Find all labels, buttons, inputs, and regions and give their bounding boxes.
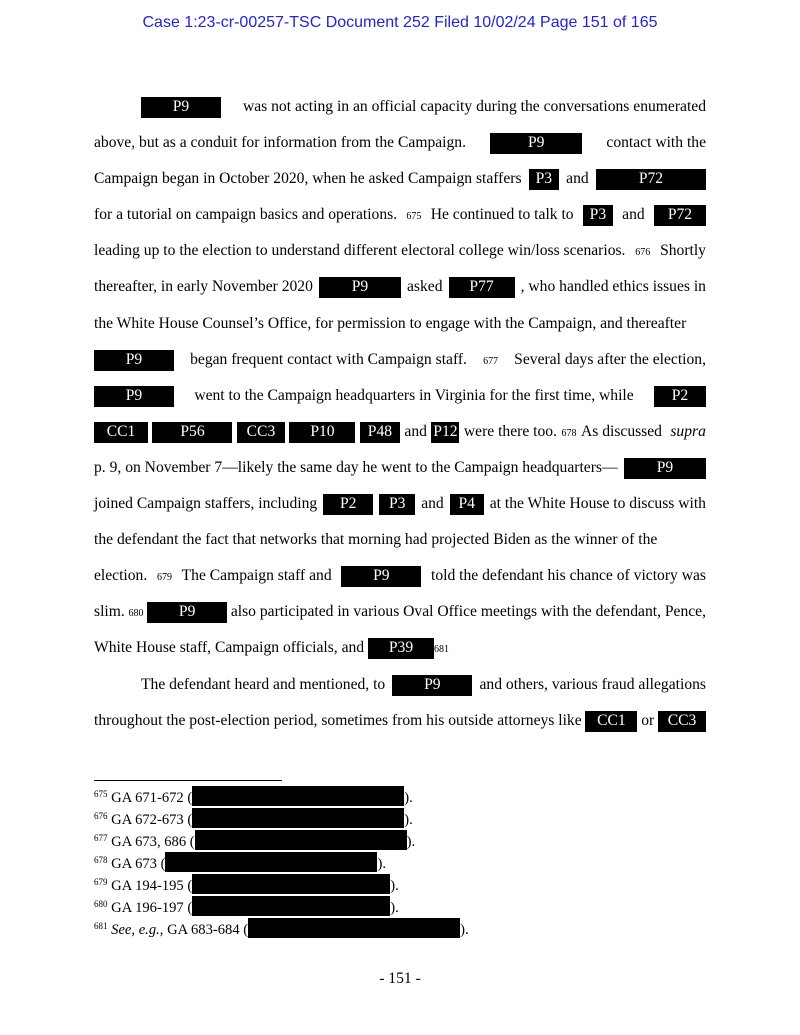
redaction-label: P10 xyxy=(289,422,355,443)
text-segment: told the defendant his chance of victory was xyxy=(431,567,706,585)
redaction-label: P3 xyxy=(379,494,415,515)
redaction-label: P9 xyxy=(490,133,582,154)
case-header: Case 1:23-cr-00257-TSC Document 252 Filed 10/02/24 Page 151 of 165 xyxy=(142,14,658,31)
text-segment: The defendant heard and mentioned, to xyxy=(141,675,386,693)
redaction-label: P9 xyxy=(341,566,421,587)
redaction-label: P3 xyxy=(583,205,613,226)
footnote-number: 679 xyxy=(94,877,108,887)
body-text xyxy=(94,89,706,739)
redaction-label: P72 xyxy=(654,205,706,226)
text-segment: and xyxy=(421,495,444,513)
text-line: CC1 P56 CC3 P10 P48 and P12 were there too. 678 As discussed supra xyxy=(94,414,706,450)
text-segment: Several days after the election, xyxy=(514,350,706,368)
redaction-block xyxy=(192,786,404,806)
footnote-close: ). xyxy=(390,900,399,916)
footnote-close: ). xyxy=(404,790,413,806)
text-segment: slim. xyxy=(94,603,125,621)
footnote-close: ). xyxy=(406,834,416,850)
redaction-label: P9 xyxy=(94,350,174,371)
footnote-citation: GA 196-197 ( xyxy=(111,900,193,916)
text-segment: was not acting in an official capacity during the conversations enumerated xyxy=(242,98,706,115)
text-segment: The Campaign staff and xyxy=(181,567,332,585)
text-line xyxy=(94,269,706,305)
footnote-citation: GA 672-673 ( xyxy=(111,812,193,828)
text-line: election. 679 The Campaign staff and P9 told the defendant his chance of victory was xyxy=(94,558,706,594)
redaction-block xyxy=(192,896,390,916)
text-line: White House staff, Campaign officials, and P39 681 xyxy=(94,630,706,666)
text-segment: and others, various fraud allegations xyxy=(479,675,706,693)
text-line xyxy=(94,667,706,703)
footnote-close: ). xyxy=(460,922,469,938)
text-segment: election. xyxy=(94,567,148,585)
footnote xyxy=(94,874,469,896)
footnote-number: 675 xyxy=(94,789,108,799)
redaction-block xyxy=(192,874,390,894)
redaction-label: P39 xyxy=(368,638,434,659)
footnote xyxy=(94,830,469,852)
text-segment: throughout the post-election period, sometimes from his outside attorneys like xyxy=(94,711,582,729)
text-segment: p. 9, on November 7—likely the same day he went to the Campaign headquarters— xyxy=(94,458,618,476)
text-segment: White House staff, Campaign officials, and xyxy=(94,639,368,657)
text-line xyxy=(94,450,706,486)
redaction-label: P9 xyxy=(94,386,174,407)
text-segment: He continued to talk to xyxy=(430,206,574,224)
text-line: P9 began frequent contact with Campaign staff. 677 Several days after the election, xyxy=(94,342,706,378)
text-line xyxy=(94,125,706,161)
text-segment: and xyxy=(622,206,645,224)
footnote xyxy=(94,896,469,918)
redaction-label: CC1 xyxy=(94,422,148,443)
text-line xyxy=(94,486,706,522)
text-segment: the defendant the fact that networks that morning had projected Biden as the winner of the xyxy=(94,531,658,549)
footnote xyxy=(94,786,469,808)
text-segment: also participated in various Oval Office meetings with the defendant, Pence, xyxy=(230,603,706,621)
italic-text: supra xyxy=(670,422,706,440)
footnotes xyxy=(94,786,469,940)
redaction-block xyxy=(165,852,377,872)
redaction-label: P77 xyxy=(449,277,515,298)
footnote-close: ). xyxy=(390,878,399,894)
redaction-label: P56 xyxy=(152,422,232,443)
footnote-citation: GA 673, 686 ( xyxy=(111,834,195,850)
text-segment: contact with the xyxy=(606,134,706,152)
redaction-block xyxy=(195,830,407,850)
text-segment: leading up to the election to understand different electoral college win/loss scenarios. xyxy=(94,242,626,260)
text-line xyxy=(94,378,706,414)
text-segment: or xyxy=(641,711,655,729)
redaction-label: P9 xyxy=(392,675,472,696)
redaction-label: P2 xyxy=(323,494,373,515)
text-segment: went to the Campaign headquarters in Virginia for the first time, while xyxy=(194,386,634,404)
redaction-label: P9 xyxy=(319,277,401,298)
redaction-label: CC3 xyxy=(658,711,706,732)
text-segment: began frequent contact with Campaign staff. xyxy=(190,350,467,368)
footnote-number: 676 xyxy=(94,811,108,821)
footnote xyxy=(94,918,469,940)
footnote-citation: GA 673 ( xyxy=(111,856,166,872)
text-segment: asked xyxy=(407,278,443,296)
footnote xyxy=(94,852,469,874)
text-line xyxy=(94,89,706,125)
text-segment: and xyxy=(566,170,589,188)
text-segment: thereafter, in early November 2020 xyxy=(94,278,313,296)
redaction-label: P9 xyxy=(624,458,706,479)
text-line: leading up to the election to understand different electoral college win/loss scenarios. 676 Shortly xyxy=(94,233,706,269)
footnote-signal: See, e.g. xyxy=(111,922,160,938)
redaction-label: P72 xyxy=(596,169,706,190)
footnote-citation: GA 194-195 ( xyxy=(111,878,193,894)
footnote-divider xyxy=(94,780,282,781)
redaction-label: P9 xyxy=(141,97,221,118)
text-segment: , who handled ethics issues in xyxy=(520,278,706,296)
text-line xyxy=(94,161,706,197)
redaction-label: P12 xyxy=(431,422,459,443)
redaction-label: CC1 xyxy=(585,711,637,732)
redaction-block xyxy=(192,808,404,828)
footnote-number: 681 xyxy=(94,921,108,931)
text-segment: the White House Counsel’s Office, for permission to engage with the Campaign, and thereafter xyxy=(94,314,687,332)
footnote-number: 680 xyxy=(94,899,108,909)
redaction-label: P2 xyxy=(654,386,706,407)
text-line xyxy=(94,522,706,558)
text-segment: and xyxy=(404,422,427,440)
text-segment: Shortly xyxy=(660,242,706,260)
footnote-number: 677 xyxy=(94,833,108,843)
text-segment: were there too. xyxy=(463,422,557,440)
redaction-label: P4 xyxy=(450,494,484,515)
footnote-close: ). xyxy=(404,812,413,828)
text-segment: joined Campaign staffers, including xyxy=(94,495,318,513)
footnote xyxy=(94,808,469,830)
redaction-label: P9 xyxy=(147,602,227,623)
text-segment: at the White House to discuss with xyxy=(489,495,706,513)
footnote-citation: GA 671-672 ( xyxy=(111,790,193,806)
footnote-number: 678 xyxy=(94,855,108,865)
text-line: slim. 680 P9 also participated in various Oval Office meetings with the defendant, Pence, xyxy=(94,594,706,630)
redaction-label: P3 xyxy=(529,169,559,190)
text-segment: for a tutorial on campaign basics and operations. xyxy=(94,206,398,224)
text-line xyxy=(94,306,706,342)
text-line: for a tutorial on campaign basics and operations. 675 He continued to talk to P3 and P72 xyxy=(94,197,706,233)
text-segment: As discussed xyxy=(580,422,666,440)
redaction-label: P48 xyxy=(360,422,400,443)
page-number: - 151 - xyxy=(379,970,421,987)
redaction-label: CC3 xyxy=(237,422,285,443)
text-line xyxy=(94,703,706,739)
text-segment: Campaign began in October 2020, when he asked Campaign staffers xyxy=(94,170,522,188)
footnote-close: ). xyxy=(377,856,386,872)
redaction-block xyxy=(248,918,460,938)
text-segment: above, but as a conduit for information from the Campaign. xyxy=(94,134,466,152)
footnote-citation: , GA 683-684 ( xyxy=(159,922,249,938)
